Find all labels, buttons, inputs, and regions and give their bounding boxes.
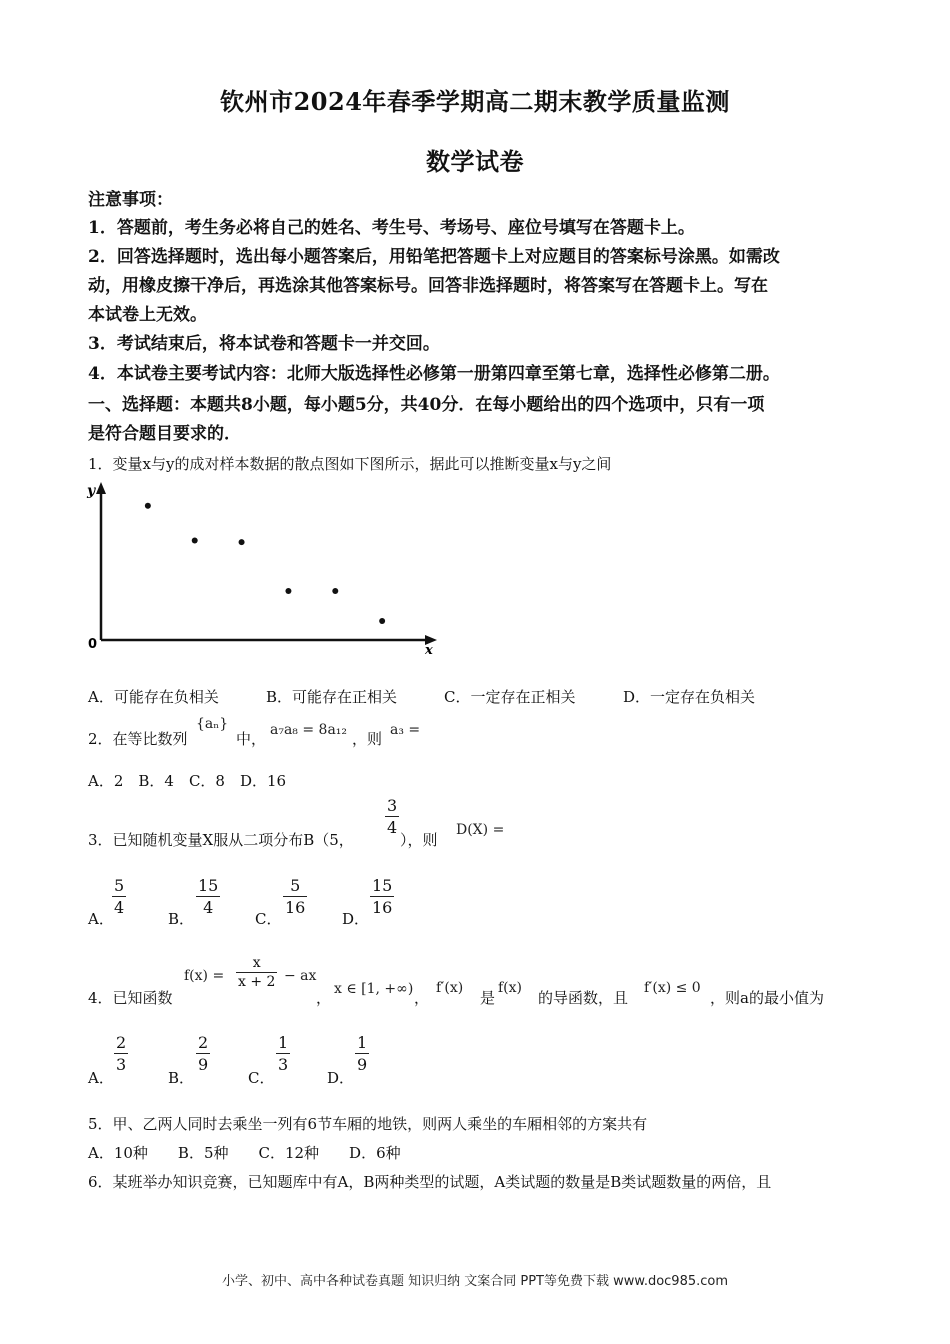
y-axis-arrow — [96, 482, 106, 494]
q3-stem-a: 3．已知随机变量X服从二项分布B（5， — [88, 831, 354, 849]
q4-option-c[interactable]: 1 3 — [278, 1033, 289, 1074]
q4-option-d[interactable]: 1 9 — [357, 1033, 368, 1074]
q3-fraction: 3 4 — [387, 796, 398, 837]
notice-heading: 注意事项： — [88, 190, 173, 210]
notice-item: 2．回答选择题时，选出每小题答案后，用铅笔把答题卡上对应题目的答案标号涂黑。如需改 — [88, 247, 780, 267]
q2-sequence: {aₙ} — [196, 716, 229, 732]
scatter-point — [285, 588, 291, 594]
origin-label: 0 — [88, 637, 98, 652]
q3-expr: D(X) = — [456, 822, 505, 838]
q5-options[interactable]: A．10种 B．5种 C．12种 D．6种 — [88, 1144, 401, 1162]
scatter-point — [145, 503, 151, 509]
q4-f: f(x) — [498, 980, 523, 996]
notice-item: 本试卷上无效。 — [88, 305, 207, 325]
question-6-stem: 6．某班举办知识竞赛，已知题库中有A，B两种类型的试题，A类试题的数量是B类试题数量的两倍，且 — [88, 1173, 772, 1191]
q3-option-b[interactable]: 15 4 — [198, 876, 219, 917]
question-5-stem: 5．甲、乙两人同时去乘坐一列有6节车厢的地铁，则两人乘坐的车厢相邻的方案共有 — [88, 1115, 648, 1133]
scatter-point — [332, 588, 338, 594]
q3-option-d-label[interactable]: D． — [342, 910, 370, 928]
notice-item: 4．本试卷主要考试内容：北师大版选择性必修第一册第四章至第七章，选择性必修第二册。 — [88, 364, 780, 384]
question-1-stem: 1．变量x与y的成对样本数据的散点图如下图所示，据此可以推断变量x与y之间 — [88, 455, 612, 473]
q4-f-fraction: x x + 2 — [238, 955, 276, 990]
q2-stem-c: ，则 — [352, 730, 383, 748]
q3-option-a-label[interactable]: A． — [88, 910, 114, 928]
q1-option-a[interactable]: A．可能存在负相关 — [88, 688, 219, 706]
q1-option-d[interactable]: D．一定存在负相关 — [623, 688, 756, 706]
q2-target: a₃ = — [390, 722, 421, 738]
q2-options[interactable]: A．2 B．4 C．8 D．16 — [88, 772, 287, 790]
q3-option-c[interactable]: 5 16 — [285, 876, 306, 917]
q3-option-a[interactable]: 5 4 — [114, 876, 125, 917]
y-axis-label: y — [87, 483, 96, 499]
notice-item: 1．答题前，考生务必将自己的姓名、考生号、考场号、座位号填写在答题卡上。 — [88, 218, 695, 238]
q4-comma: ， — [316, 989, 332, 1007]
q3-option-d[interactable]: 15 16 — [372, 876, 393, 917]
scatter-point — [192, 538, 198, 544]
exam-subtitle: 数学试卷 — [426, 147, 524, 176]
q4-f-lhs: f(x) = — [184, 968, 225, 984]
exam-title: 钦州市2024年春季学期高二期末教学质量监测 — [220, 87, 730, 116]
scatter-point — [379, 618, 385, 624]
q4-option-d-label[interactable]: D． — [327, 1069, 355, 1087]
q1-option-b[interactable]: B．可能存在正相关 — [266, 688, 398, 706]
notice-item: 3．考试结束后，将本试卷和答题卡一并交回。 — [88, 334, 440, 354]
q4-comma-2: ， — [414, 989, 430, 1007]
page-footer: 小学、初中、高中各种试卷真题 知识归纳 文案合同 PPT等免费下载 www.doc985.com — [221, 1274, 729, 1289]
q2-stem-b: 中， — [236, 730, 267, 748]
q1-option-c[interactable]: C．一定存在正相关 — [444, 688, 576, 706]
q3-stem-b: ），则 — [400, 831, 438, 849]
q4-option-b-label[interactable]: B． — [168, 1069, 195, 1087]
q4-stem-c: 的导函数，且 — [538, 989, 629, 1007]
notice-item: 动，用橡皮擦干净后，再选涂其他答案标号。回答非选择题时，将答案写在答题卡上。写在 — [88, 276, 768, 296]
q4-option-a[interactable]: 2 3 — [116, 1033, 127, 1074]
q2-condition: a₇a₈ = 8a₁₂ — [270, 722, 348, 738]
q3-option-b-label[interactable]: B． — [168, 910, 195, 928]
q4-derivative: f′(x) — [436, 980, 464, 996]
x-axis-label: x — [425, 643, 433, 658]
q3-option-c-label[interactable]: C． — [255, 910, 282, 928]
section-heading: 一、选择题：本题共8小题，每小题5分，共40分．在每小题给出的四个选项中，只有一项 — [88, 395, 765, 415]
q4-option-c-label[interactable]: C． — [248, 1069, 275, 1087]
q2-stem-a: 2．在等比数列 — [88, 730, 188, 748]
q4-option-b[interactable]: 2 9 — [198, 1033, 209, 1074]
q4-stem-d: ，则a的最小值为 — [710, 989, 824, 1007]
q4-stem-a: 4．已知函数 — [88, 989, 173, 1007]
q4-option-a-label[interactable]: A． — [88, 1069, 114, 1087]
section-heading-cont: 是符合题目要求的． — [88, 424, 241, 444]
q4-f-tail: − ax — [284, 968, 317, 984]
scatter-point — [239, 539, 245, 545]
scatter-plot — [85, 478, 445, 658]
q4-condition: f′(x) ≤ 0 — [644, 980, 701, 996]
q4-stem-b: 是 — [480, 989, 496, 1007]
q4-domain: x ∈ [1, +∞) — [334, 981, 414, 997]
